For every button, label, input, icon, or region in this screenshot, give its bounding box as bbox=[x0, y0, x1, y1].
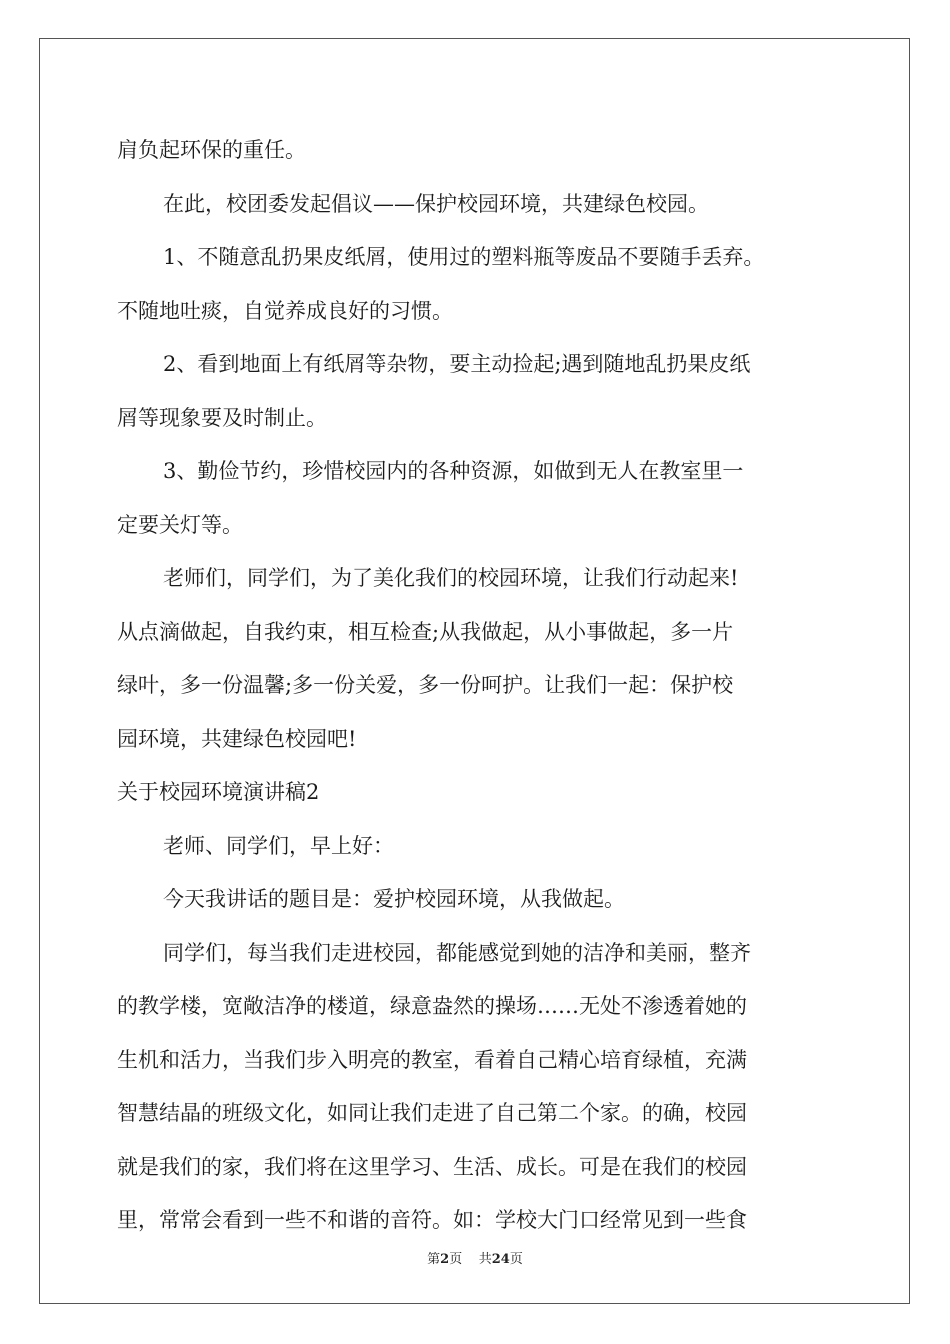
text-line: 里，常常会看到一些不和谐的音符。如：学校大门口经常见到一些食 bbox=[117, 1208, 747, 1232]
page-label-suffix: 页 bbox=[449, 1252, 463, 1267]
text-line: 智慧结晶的班级文化，如同让我们走进了自己第二个家。的确，校园 bbox=[117, 1101, 747, 1125]
text-line: 老师们，同学们，为了美化我们的校园环境，让我们行动起来! bbox=[163, 566, 739, 590]
text-line: 3、勤俭节约，珍惜校园内的各种资源，如做到无人在教室里一 bbox=[163, 459, 744, 483]
text-line: 的教学楼，宽敞洁净的楼道，绿意盎然的操场……无处不渗透着她的 bbox=[117, 994, 747, 1018]
total-label-suffix: 页 bbox=[509, 1252, 523, 1267]
text-line: 定要关灯等。 bbox=[117, 512, 243, 537]
text-line: 园环境，共建绿色校园吧! bbox=[117, 726, 357, 751]
text-line: 在此，校团委发起倡议——保护校园环境，共建绿色校园。 bbox=[163, 191, 709, 216]
text-line: 老师、同学们，早上好： bbox=[163, 833, 394, 858]
text-line: 绿叶，多一份温馨;多一份关爱，多一份呵护。让我们一起：保护校 bbox=[117, 673, 734, 697]
text-line: 生机和活力，当我们步入明亮的教室，看着自己精心培育绿植，充满 bbox=[117, 1047, 747, 1072]
text-line: 就是我们的家，我们将在这里学习、生活、成长。可是在我们的校园 bbox=[117, 1154, 747, 1179]
text-line: 屑等现象要及时制止。 bbox=[117, 405, 327, 430]
text-line: 从点滴做起，自我约束，相互检查;从我做起，从小事做起，多一片 bbox=[117, 619, 734, 644]
total-label-prefix: 共 bbox=[478, 1252, 492, 1267]
total-pages: 24 bbox=[491, 1252, 510, 1267]
section-heading: 关于校园环境演讲稿2 bbox=[117, 780, 320, 804]
text-line: 同学们，每当我们走进校园，都能感觉到她的洁净和美丽，整齐 bbox=[163, 940, 751, 965]
text-line: 今天我讲话的题目是：爱护校园环境，从我做起。 bbox=[163, 887, 625, 911]
document-body bbox=[117, 124, 837, 1248]
text-line: 2、看到地面上有纸屑等杂物，要主动捡起;遇到随地乱扔果皮纸 bbox=[163, 352, 751, 376]
page-number: 2 bbox=[440, 1252, 450, 1267]
text-line: 1、不随意乱扔果皮纸屑，使用过的塑料瓶等废品不要随手丢弃。 bbox=[163, 245, 765, 269]
text-line: 肩负起环保的重任。 bbox=[117, 138, 306, 162]
page-label-prefix: 第 bbox=[427, 1252, 441, 1267]
page-footer bbox=[0, 1248, 950, 1267]
text-line: 不随地吐痰，自觉养成良好的习惯。 bbox=[117, 298, 453, 323]
